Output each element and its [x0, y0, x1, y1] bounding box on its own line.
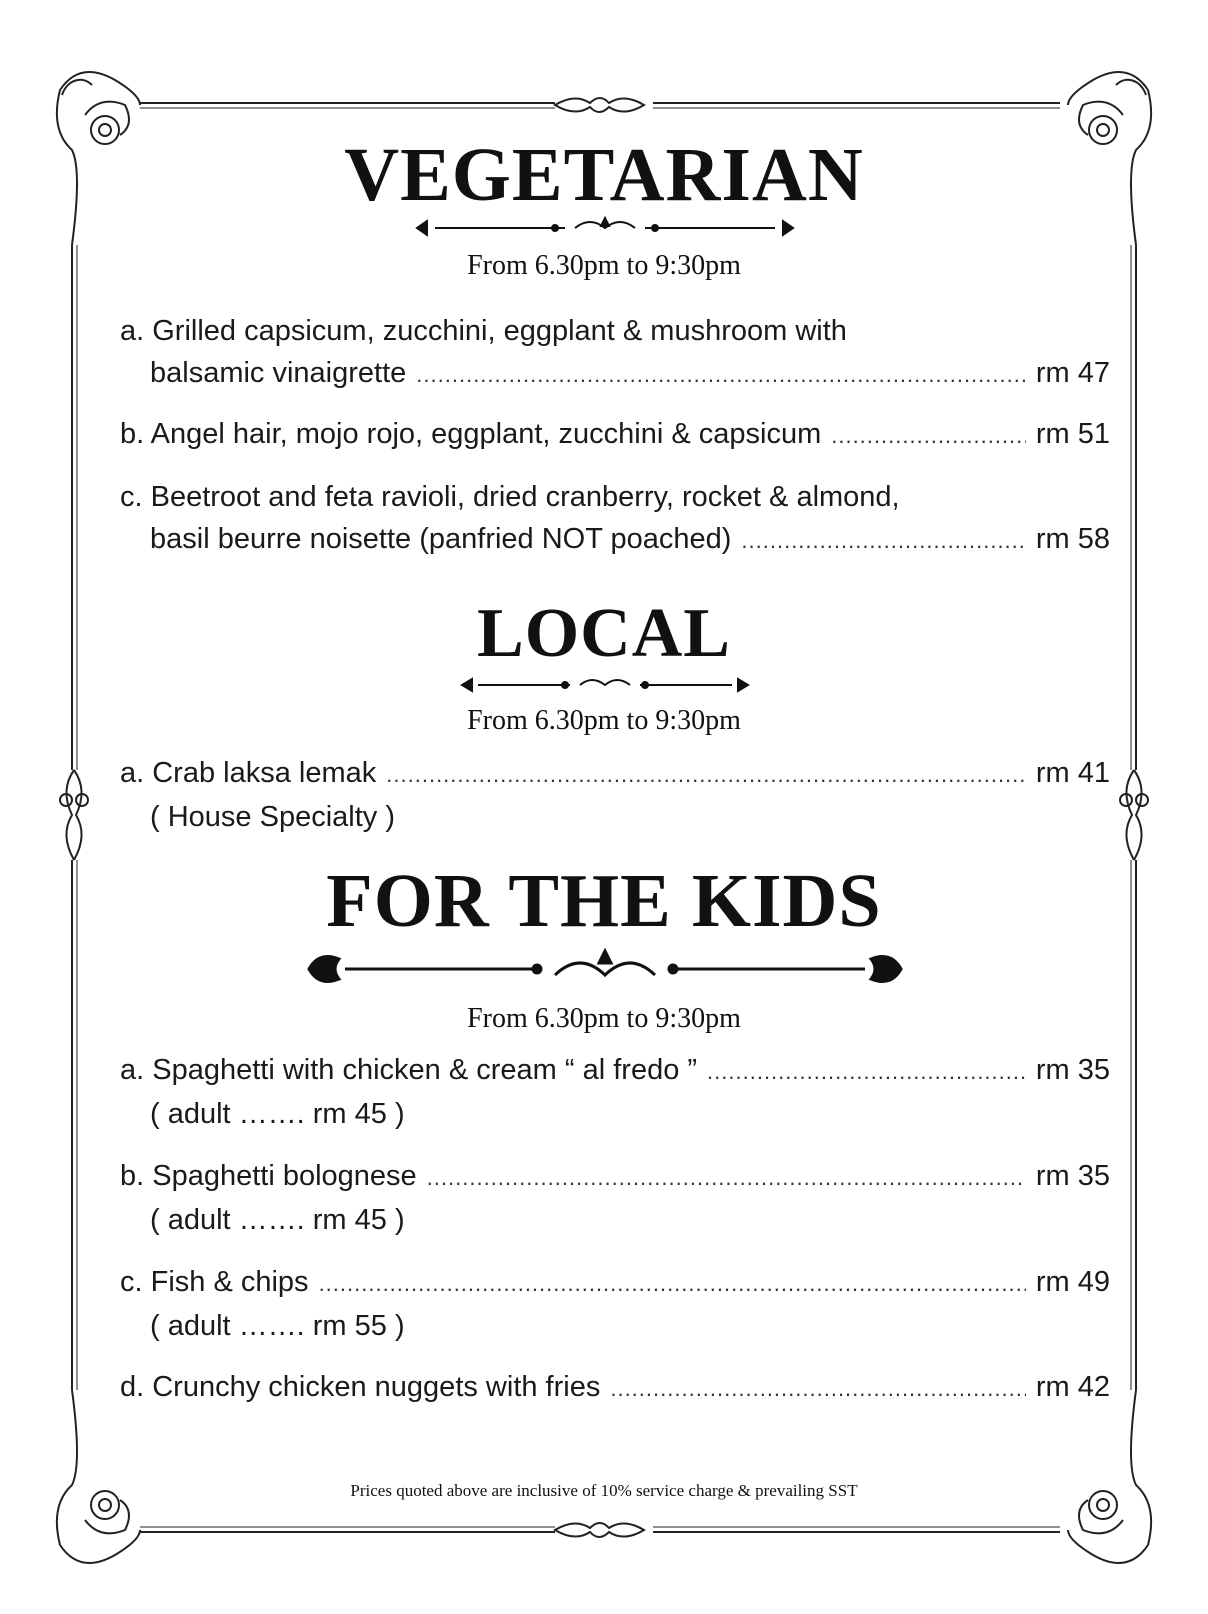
menu-item-price: rm 51: [1035, 418, 1110, 450]
menu-item-price: rm 47: [1035, 357, 1110, 389]
menu-item: [120, 1261, 1110, 1347]
kids-heading: FOR THE KIDS: [326, 859, 882, 943]
menu-item-name: c. Beetroot and feta ravioli, dried cranberry, rocket & almond,: [120, 481, 900, 513]
menu-item: [120, 1366, 1110, 1410]
menu-item-adult-price: ( adult ……. rm 45 ): [150, 1204, 405, 1236]
dot-leader: [386, 754, 1026, 796]
menu-item-name: c. Fish & chips: [120, 1266, 309, 1298]
menu-item: [120, 310, 1110, 396]
menu-item-price: rm 35: [1035, 1160, 1110, 1192]
menu-item: [120, 752, 1110, 838]
flourish-divider-icon: [305, 947, 905, 991]
menu-item-name: b. Spaghetti bolognese: [120, 1160, 417, 1192]
dot-leader: [610, 1368, 1026, 1410]
dot-leader: [707, 1051, 1026, 1093]
local-heading: LOCAL: [477, 595, 731, 672]
dot-leader: [416, 354, 1026, 396]
vegetarian-time: From 6.30pm to 9:30pm: [467, 250, 741, 281]
local-time: From 6.30pm to 9:30pm: [467, 705, 741, 736]
dot-leader: [741, 520, 1025, 562]
menu-item-price: rm 35: [1035, 1054, 1110, 1086]
menu-item-name: a. Spaghetti with chicken & cream “ al fredo ”: [120, 1054, 698, 1086]
menu-item-price: rm 42: [1035, 1371, 1110, 1403]
flourish-divider-icon: [460, 672, 750, 698]
menu-item-description: basil beurre noisette (panfried NOT poached): [150, 523, 732, 555]
menu-item-name: b. Angel hair, mojo rojo, eggplant, zucchini & capsicum: [120, 418, 822, 450]
menu-item-price: rm 58: [1035, 523, 1110, 555]
menu-item: [120, 476, 1110, 562]
menu-item-name: a. Grilled capsicum, zucchini, eggplant & mushroom with: [120, 315, 847, 347]
menu-item-adult-price: ( adult ……. rm 45 ): [150, 1098, 405, 1130]
menu-item-adult-price: ( adult ……. rm 55 ): [150, 1310, 405, 1342]
pricing-footnote: Prices quoted above are inclusive of 10% service charge & prevailing SST: [350, 1481, 858, 1500]
menu-item-name: a. Crab laksa lemak: [120, 757, 377, 789]
dot-leader: [319, 1263, 1026, 1305]
menu-item: [120, 413, 1110, 457]
kids-time: From 6.30pm to 9:30pm: [467, 1003, 741, 1034]
menu-item-description: balsamic vinaigrette: [150, 357, 407, 389]
dot-leader: [831, 415, 1026, 457]
menu-item: [120, 1155, 1110, 1241]
flourish-divider-icon: [415, 214, 795, 242]
dot-leader: [427, 1157, 1026, 1199]
menu-item-name: d. Crunchy chicken nuggets with fries: [120, 1371, 601, 1403]
menu-item-price: rm 49: [1035, 1266, 1110, 1298]
menu-item: [120, 1049, 1110, 1135]
vegetarian-heading: VEGETARIAN: [344, 133, 864, 217]
menu-item-price: rm 41: [1035, 757, 1110, 789]
menu-item-note: ( House Specialty ): [150, 801, 395, 833]
